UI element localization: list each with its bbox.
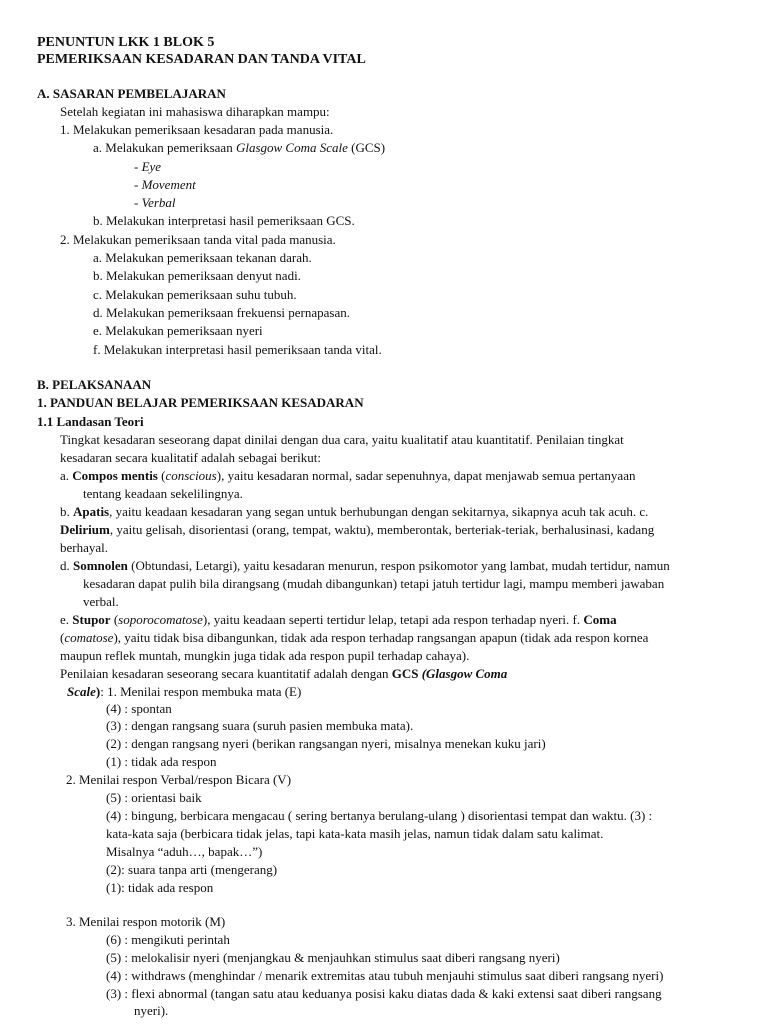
- section-b-sub1: 1. PANDUAN BELAJAR PEMERIKSAAN KESADARAN: [37, 395, 364, 410]
- motor-score-3: (3) : flexi abnormal (tangan satu atau keduanya posisi kaku diatas dada & kaki extensi saat diberi rangsang: [106, 986, 662, 1001]
- level-somnolen: d. Somnolen (Obtundasi, Letargi), yaitu kesadaran menurun, respon psikomotor yang lambat, mudah tertidur, namun: [60, 558, 670, 573]
- level-delirium-cont: berhayal.: [60, 540, 109, 555]
- level-coma: (comatose), yaitu tidak bisa dibangunkan, tidak ada respon terhadap rangsangan apapun (tidak ada respon kornea: [60, 630, 649, 645]
- level-compos-mentis: a. Compos mentis (conscious), yaitu kesadaran normal, sadar sepenuhnya, dapat menjawab semua pertanyaan: [60, 468, 636, 483]
- verbal-score-3-example: Misalnya “aduh…, bapak…”): [106, 844, 263, 859]
- section-b-sub11: 1.1 Landasan Teori: [37, 414, 144, 429]
- theory-para-line-1: Tingkat kesadaran seseorang dapat dinilai dengan dua cara, yaitu kualitatif atau kuantitatif. Penilaian tingkat: [60, 432, 624, 447]
- eye-score-4: (4) : spontan: [106, 701, 172, 716]
- level-delirium: Delirium, yaitu gelisah, disorientasi (orang, tempat, waktu), memberontak, berteriak-teriak, berhalusinasi, kadang: [60, 522, 655, 537]
- verbal-score-3: kata-kata saja (berbicara tidak jelas, tapi kata-kata masih jelas, namun tidak dalam satu kalimat.: [106, 826, 604, 841]
- gcs-intro: Penilaian kesadaran seseorang secara kuantitatif adalah dengan GCS (Glasgow Coma: [60, 666, 508, 681]
- eye-score-3: (3) : dengan rangsang suara (suruh pasien membuka mata).: [106, 718, 414, 733]
- level-apatis: b. Apatis, yaitu keadaan kesadaran yang segan untuk berhubungan dengan sekitarnya, sikapnya acuh tak acuh. c.: [60, 504, 649, 519]
- section-a-heading: A. SASARAN PEMBELAJARAN: [37, 86, 226, 101]
- objective-2e: e. Melakukan pemeriksaan nyeri: [93, 323, 263, 338]
- objective-2d: d. Melakukan pemeriksaan frekuensi pernapasan.: [93, 305, 351, 320]
- gcs-term: Glasgow Coma Scale: [235, 140, 348, 155]
- verbal-score-1: (1): tidak ada respon: [106, 880, 214, 895]
- gcs-motor-heading: 3. Menilai respon motorik (M): [66, 914, 226, 929]
- gcs-movement: - Movement: [134, 177, 196, 192]
- section-a-intro: Setelah kegiatan ini mahasiswa diharapkan mampu:: [60, 104, 330, 119]
- objective-2f: f. Melakukan interpretasi hasil pemeriksaan tanda vital.: [93, 342, 382, 357]
- doc-title-line-1: PENUNTUN LKK 1 BLOK 5: [37, 35, 215, 50]
- verbal-score-5: (5) : orientasi baik: [106, 790, 202, 805]
- objective-1a: a. Melakukan pemeriksaan Glasgow Coma Scale (GCS): [93, 140, 386, 155]
- gcs-eye-heading: Scale): 1. Menilai respon membuka mata (E): [67, 684, 302, 699]
- level-somnolen-cont-2: verbal.: [83, 594, 119, 609]
- motor-score-4: (4) : withdraws (menghindar / menarik extremitas atau tubuh menjauhi stimulus saat diberi rangsang nyeri): [106, 968, 664, 983]
- eye-score-1: (1) : tidak ada respon: [106, 754, 217, 769]
- objective-2b: b. Melakukan pemeriksaan denyut nadi.: [93, 268, 301, 283]
- motor-score-6: (6) : mengikuti perintah: [106, 932, 230, 947]
- verbal-score-2: (2): suara tanpa arti (mengerang): [106, 862, 278, 877]
- gcs-verbal: - Verbal: [134, 195, 176, 210]
- doc-title-line-2: PEMERIKSAAN KESADARAN DAN TANDA VITAL: [37, 52, 366, 67]
- gcs-eye: - Eye: [134, 159, 162, 174]
- gcs-verbal-heading: 2. Menilai respon Verbal/respon Bicara (V): [66, 772, 292, 787]
- motor-score-5: (5) : melokalisir nyeri (menjangkau & menjauhkan stimulus saat diberi rangsang nyeri): [106, 950, 560, 965]
- level-stupor: e. Stupor (soporocomatose), yaitu keadaan seperti tertidur lelap, tetapi ada respon terhadap nyeri. f. Coma: [60, 612, 617, 627]
- objective-2: 2. Melakukan pemeriksaan tanda vital pada manusia.: [60, 232, 336, 247]
- objective-2a: a. Melakukan pemeriksaan tekanan darah.: [93, 250, 312, 265]
- level-somnolen-cont-1: kesadaran dapat pulih bila dirangsang (mudah dibangunkan) tetapi jatuh tertidur lagi, mampu memberi jawaban: [83, 576, 665, 591]
- eye-score-2: (2) : dengan rangsang nyeri (berikan rangsangan nyeri, misalnya menekan kuku jari): [106, 736, 546, 751]
- level-compos-mentis-cont: tentang keadaan sekelilingnya.: [83, 486, 243, 501]
- theory-para-line-2: kesadaran secara kualitatif adalah sebagai berikut:: [60, 450, 321, 465]
- level-coma-cont: maupun reflek muntah, mungkin juga tidak ada respon pupil terhadap cahaya).: [60, 648, 470, 663]
- section-b-heading: B. PELAKSANAAN: [37, 377, 152, 392]
- objective-1: 1. Melakukan pemeriksaan kesadaran pada manusia.: [60, 122, 334, 137]
- motor-score-3-cont: nyeri).: [134, 1003, 169, 1018]
- verbal-score-4: (4) : bingung, berbicara mengacau ( sering bertanya berulang-ulang ) disorientasi tempat dan waktu. (3) :: [106, 808, 653, 823]
- objective-2c: c. Melakukan pemeriksaan suhu tubuh.: [93, 287, 297, 302]
- objective-1b: b. Melakukan interpretasi hasil pemeriksaan GCS.: [93, 213, 355, 228]
